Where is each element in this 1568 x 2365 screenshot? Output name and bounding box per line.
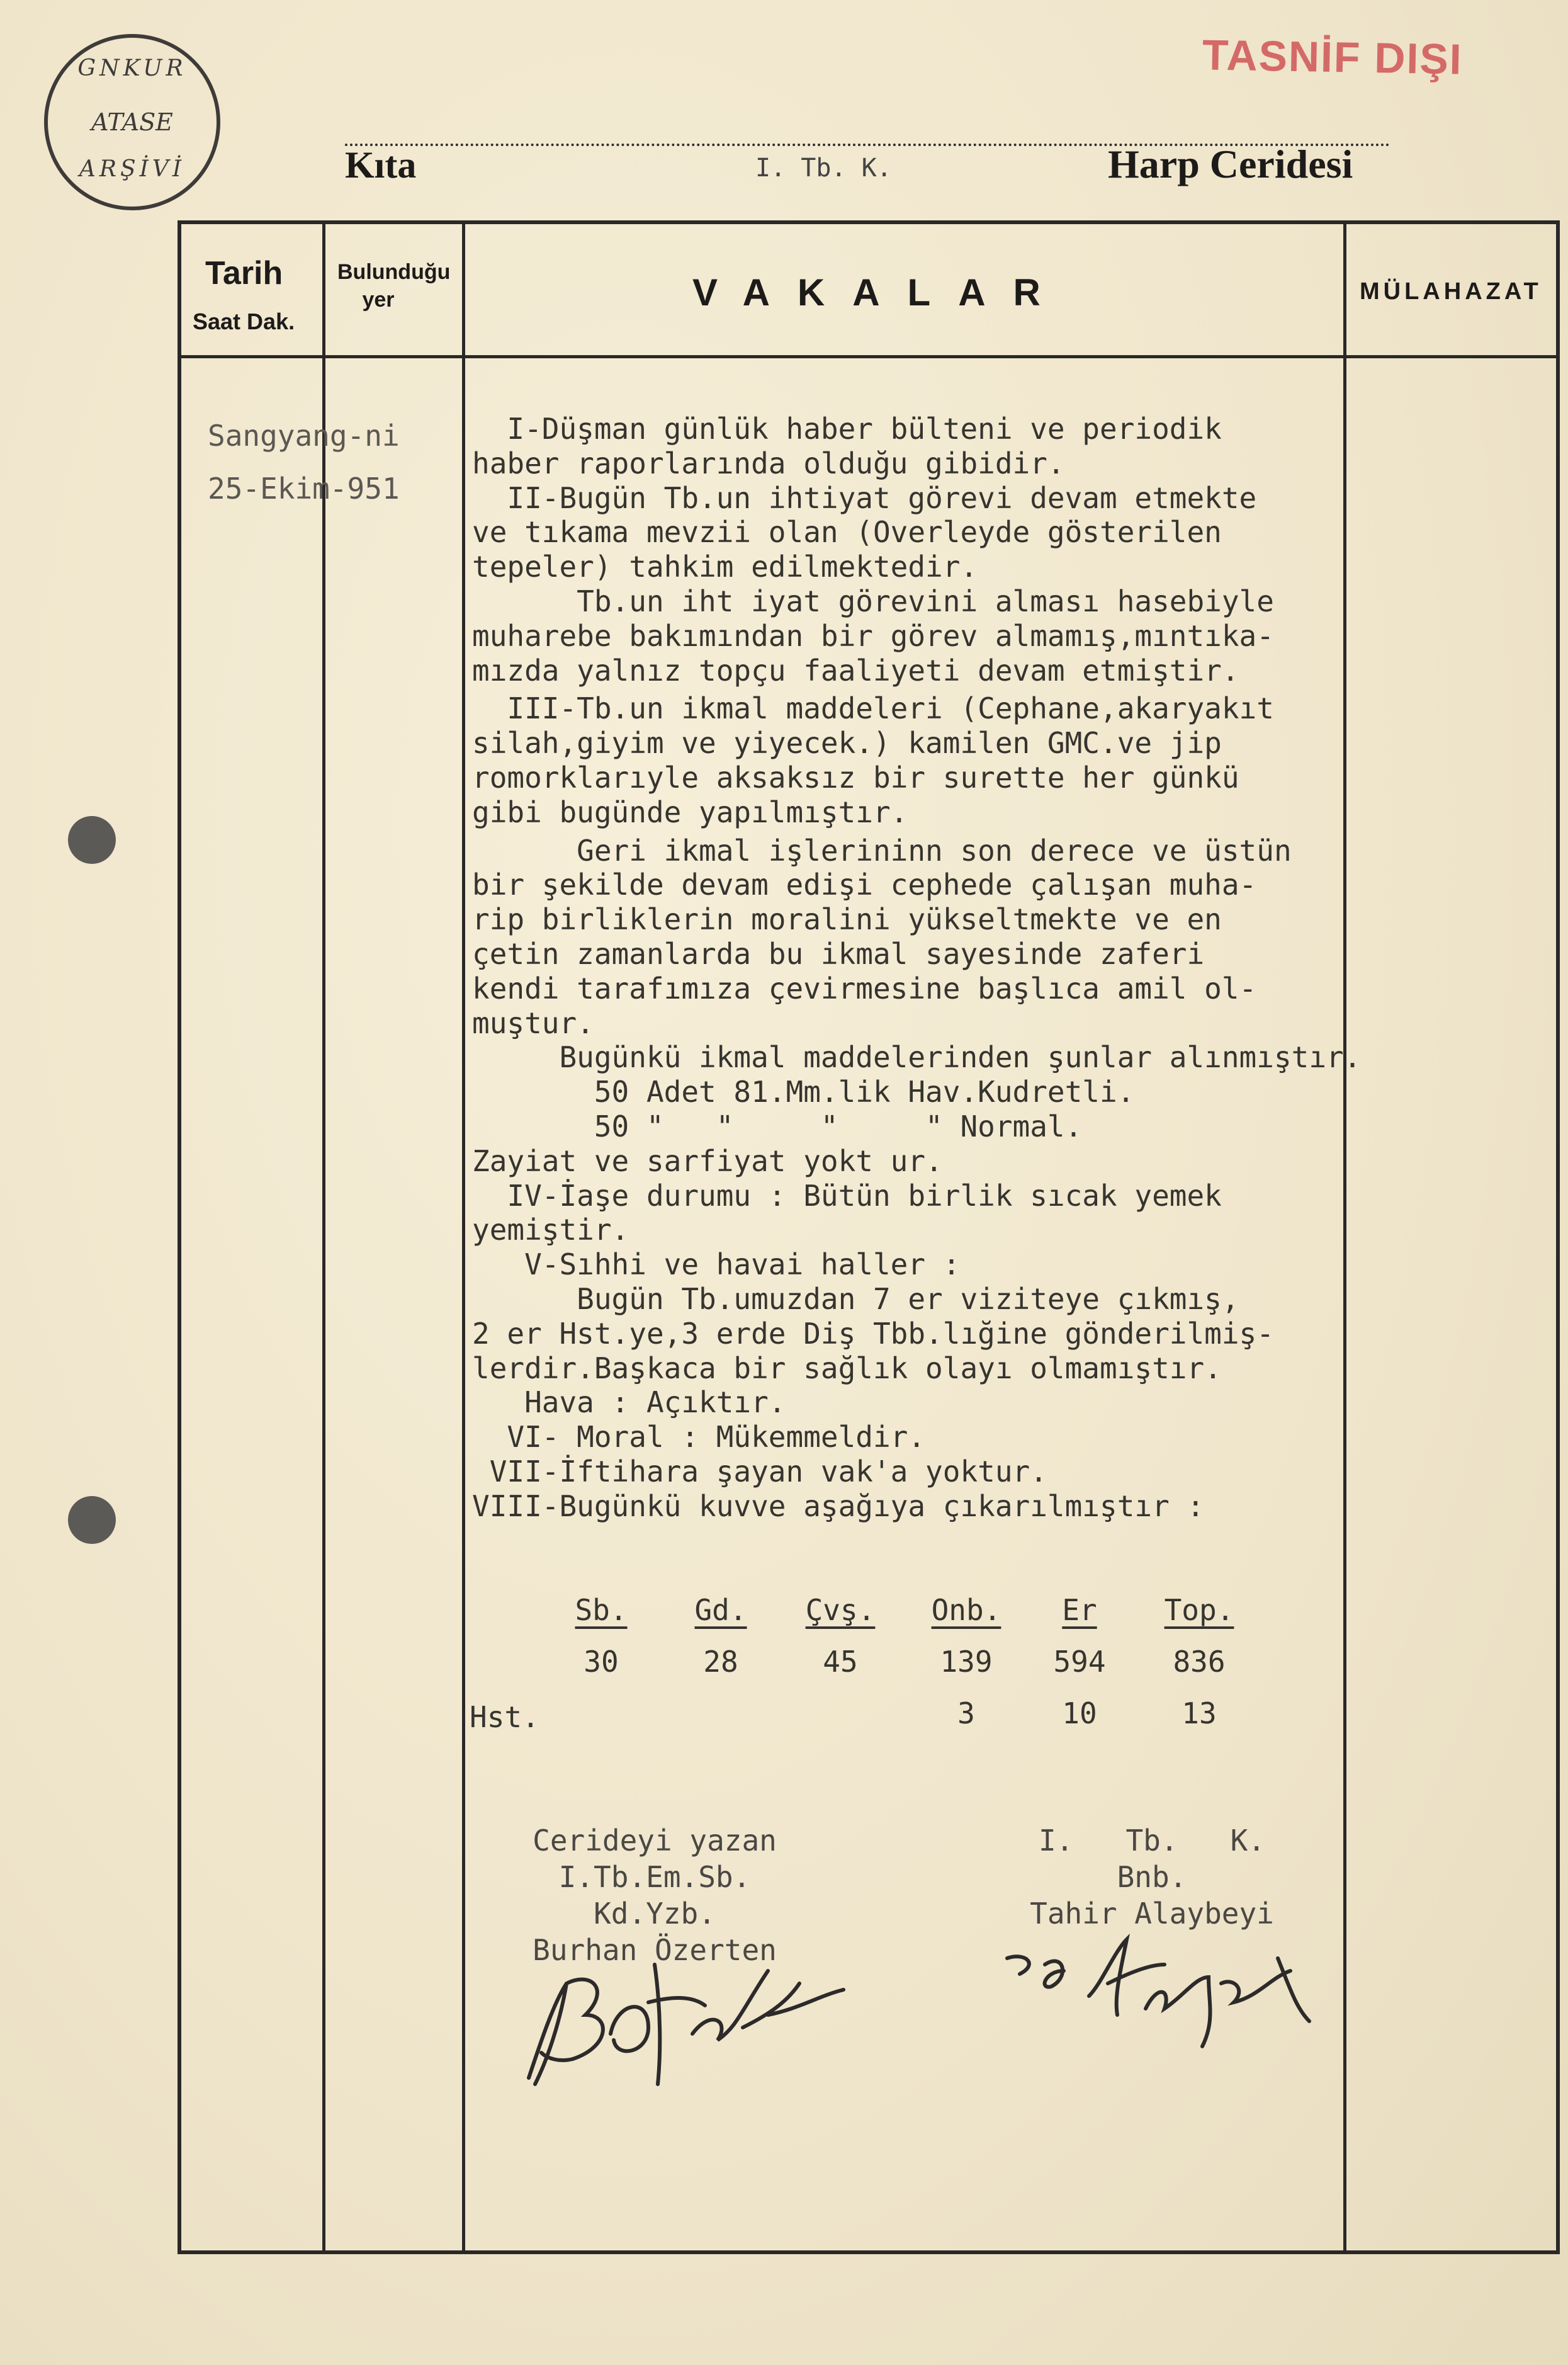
strength-header-cell: Çvş. [805, 1593, 876, 1627]
hst-row-label: Hst. [470, 1700, 539, 1734]
event-line: silah,giyim ve yiyecek.) kamilen GMC.ve jip [472, 726, 1222, 761]
event-line: 50 Adet 81.Mm.lik Hav.Kudretli. [472, 1075, 1135, 1109]
signature-block-commander [1001, 1822, 1303, 1932]
event-line: kendi tarafımıza çevirmesine başlıca amil ol- [472, 971, 1257, 1006]
document-title: Harp Ceridesi [1108, 142, 1353, 186]
event-line: V-Sıhhi ve havai haller : [472, 1247, 961, 1282]
column-header-tarih: Tarih [205, 255, 283, 292]
event-line: yemiştir. [472, 1213, 629, 1247]
unit-value: I. Tb. K. [755, 154, 892, 183]
strength-cell: 13 [1182, 1696, 1217, 1730]
event-line: VII-İftihara şayan vak'a yoktur. [472, 1454, 1047, 1489]
event-line: tepeler) tahkim edilmektedir. [472, 550, 978, 584]
date-location-cell [208, 409, 400, 515]
strength-header-cell: Sb. [575, 1593, 628, 1627]
column-header-mulahazat: MÜLAHAZAT [1360, 278, 1542, 305]
col-divider-1 [322, 220, 325, 2254]
event-line: çetin zamanlarda bu ikmal sayesinde zaferi [472, 936, 1205, 971]
strength-cell: 836 [1173, 1645, 1226, 1679]
event-line: Geri ikmal işlerininn son derece ve üstün [472, 833, 1292, 868]
signature-line: I.Tb.Em.Sb. [558, 1860, 751, 1894]
strength-header-cell: Onb. [931, 1593, 1001, 1627]
location-text: Sangyang-ni [208, 419, 400, 453]
signature-line: I. Tb. K. [1038, 1823, 1266, 1857]
event-line: bir şekilde devam edişi cephede çalışan muha- [472, 868, 1257, 902]
signature-line: Bnb. [1117, 1860, 1187, 1894]
event-line: lerdir.Başkaca bir sağlık olayı olmamıştır. [472, 1351, 1222, 1385]
event-line: 2 er Hst.ye,3 erde Diş Tbb.lığine gönderilmiş- [472, 1316, 1274, 1351]
event-line: Tb.un iht iyat görevini alması hasebiyle [472, 584, 1274, 618]
event-line: IV-İaşe durumu : Bütün birlik sıcak yemek [472, 1178, 1222, 1213]
event-line: Bugün Tb.umuzdan 7 er viziteye çıkmış, [472, 1281, 1239, 1316]
strength-cell: 28 [703, 1645, 738, 1679]
column-header-saat-dak: Saat Dak. [193, 309, 295, 334]
event-line: mızda yalnız topçu faaliyeti devam etmiştir. [472, 653, 1239, 688]
stamp-middle-text: ATASE [91, 108, 173, 136]
punch-hole-top [68, 816, 116, 864]
column-header-bulundugu-yer: Bulunduğu yer [337, 260, 451, 312]
unit-label: Kıta [345, 144, 417, 186]
strength-cell: 594 [1053, 1645, 1106, 1679]
event-line: muharebe bakımından bir görev almamış,mıntıka- [472, 618, 1274, 653]
event-line: Zayiat ve sarfiyat yokt ur. [472, 1143, 943, 1178]
col-divider-2 [462, 220, 465, 2254]
event-line: 50 " " " " Normal. [472, 1109, 1083, 1143]
signature-line: Burhan Özerten [533, 1933, 777, 1967]
stamp-bottom-text: ARŞİVİ [79, 156, 186, 182]
event-line: muştur. [472, 1006, 594, 1040]
event-line: ve tıkama mevzii olan (Overleyde gösterilen [472, 515, 1222, 550]
event-line: Bugünkü ikmal maddelerinden şunlar alınmıştır. [472, 1040, 1362, 1075]
event-line: I-Düşman günlük haber bülteni ve periodik [472, 412, 1222, 446]
event-line: VI- Moral : Mükemmeldir. [472, 1420, 926, 1455]
event-line: III-Tb.un ikmal maddeleri (Cephane,akaryakıt [472, 691, 1274, 726]
date-text: 25-Ekim-951 [208, 472, 400, 506]
column-header-vakalar: VAKALAR [692, 271, 1068, 314]
signature-line: Kd.Yzb. [594, 1897, 716, 1931]
event-line: rip birliklerin moralini yükseltmekte ve en [472, 902, 1222, 937]
signature-line: Cerideyi yazan [533, 1823, 777, 1857]
header-row-divider [178, 355, 1560, 358]
strength-cell: 45 [823, 1645, 858, 1679]
handwritten-signature-alaybeyi [995, 1927, 1322, 2065]
strength-header-cell: Er [1062, 1593, 1097, 1627]
event-line: VIII-Bugünkü kuvve aşağıya çıkarılmıştır : [472, 1489, 1205, 1523]
handwritten-signature-ozerten [504, 1927, 856, 2103]
event-line: haber raporlarında olduğu gibidir. [472, 446, 1065, 480]
punch-hole-bottom [68, 1496, 116, 1544]
strength-header-cell: Gd. [694, 1593, 747, 1627]
events-text [472, 412, 1404, 1524]
archive-stamp [44, 34, 220, 210]
classification-stamp: TASNİF DIŞI [1202, 31, 1464, 84]
strength-header-cell: Top. [1164, 1593, 1234, 1627]
event-line: Hava : Açıktır. [472, 1385, 786, 1420]
strength-cell: 3 [957, 1696, 975, 1730]
strength-cell: 30 [584, 1645, 619, 1679]
event-line: II-Bugün Tb.un ihtiyat görevi devam etmekte [472, 480, 1257, 515]
signature-line: Tahir Alaybeyi [1030, 1897, 1274, 1931]
strength-cell: 139 [940, 1645, 993, 1679]
event-line: gibi bugünde yapılmıştır. [472, 795, 908, 829]
event-line: romorklarıyle aksaksız bir surette her günkü [472, 760, 1239, 795]
stamp-top-text: GNKUR [77, 55, 187, 81]
strength-cell: 10 [1062, 1696, 1097, 1730]
